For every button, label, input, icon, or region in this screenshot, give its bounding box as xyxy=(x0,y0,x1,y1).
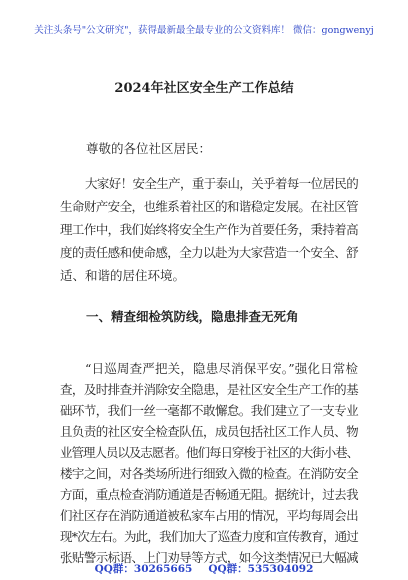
paragraph-line: 础环节，我们一丝一毫都不敢懈怠。我们建立了一支专业 xyxy=(60,402,358,418)
qq-group-link[interactable]: QQ群：535304092 xyxy=(208,563,314,575)
paragraph-line: 们社区存在消防通道被私家车占用的情况，平均每周会出 xyxy=(60,507,358,523)
paragraph-line: 且负责的社区安全检查队伍，成员包括社区工作人员、物 xyxy=(60,423,358,439)
paragraph-line: 方面，重点检查消防通道是否畅通无阻。据统计，过去我 xyxy=(60,486,358,502)
paragraph-line: 生命财产安全，也维系着社区的和谐稳定发展。在社区管 xyxy=(60,198,358,214)
paragraph-line: 楼宇之间，对各类场所进行细致入微的检查。在消防安全 xyxy=(60,465,358,481)
paragraph-line: 适、和谐的居住环境。 xyxy=(60,267,186,283)
paragraph-intro xyxy=(60,172,358,287)
qq-group-link[interactable]: QQ群：30265665 xyxy=(94,563,193,575)
footer-contacts xyxy=(0,562,408,576)
paragraph-inspection xyxy=(60,358,358,568)
paragraph-line: “日巡周查严把关，隐患尽消保平安。”强化日常检 xyxy=(85,360,358,376)
paragraph-line: 查，及时排查并消除安全隐患，是社区安全生产工作的基 xyxy=(60,381,358,397)
paragraph-line: 理工作中，我们始终将安全生产作为首要任务，秉持着高 xyxy=(60,221,358,237)
promo-banner: 关注头条号"公文研究"，获得最新最全最专业的公文资料库！ 微信：gongwenyj xyxy=(34,25,374,36)
document-title: 2024年社区安全生产工作总结 xyxy=(114,81,294,96)
paragraph-line: 业管理人员以及志愿者。他们每日穿梭于社区的大街小巷、 xyxy=(60,444,358,460)
section-heading: 一、精查细检筑防线，隐患排查无死角 xyxy=(86,309,299,324)
salutation: 尊敬的各位社区居民： xyxy=(86,141,212,156)
paragraph-line: 度的责任感和使命感，全力以赴为大家营造一个安全、舒 xyxy=(60,244,358,260)
paragraph-line: 大家好！安全生产，重于泰山，关乎着每一位居民的 xyxy=(85,175,358,191)
paragraph-line: 现*次左右。为此，我们加大了巡查力度和宣传教育，通过 xyxy=(60,528,358,544)
paragraph-line: 张贴警示标语、上门劝导等方式，如今这类情况已大幅减 xyxy=(60,549,358,565)
